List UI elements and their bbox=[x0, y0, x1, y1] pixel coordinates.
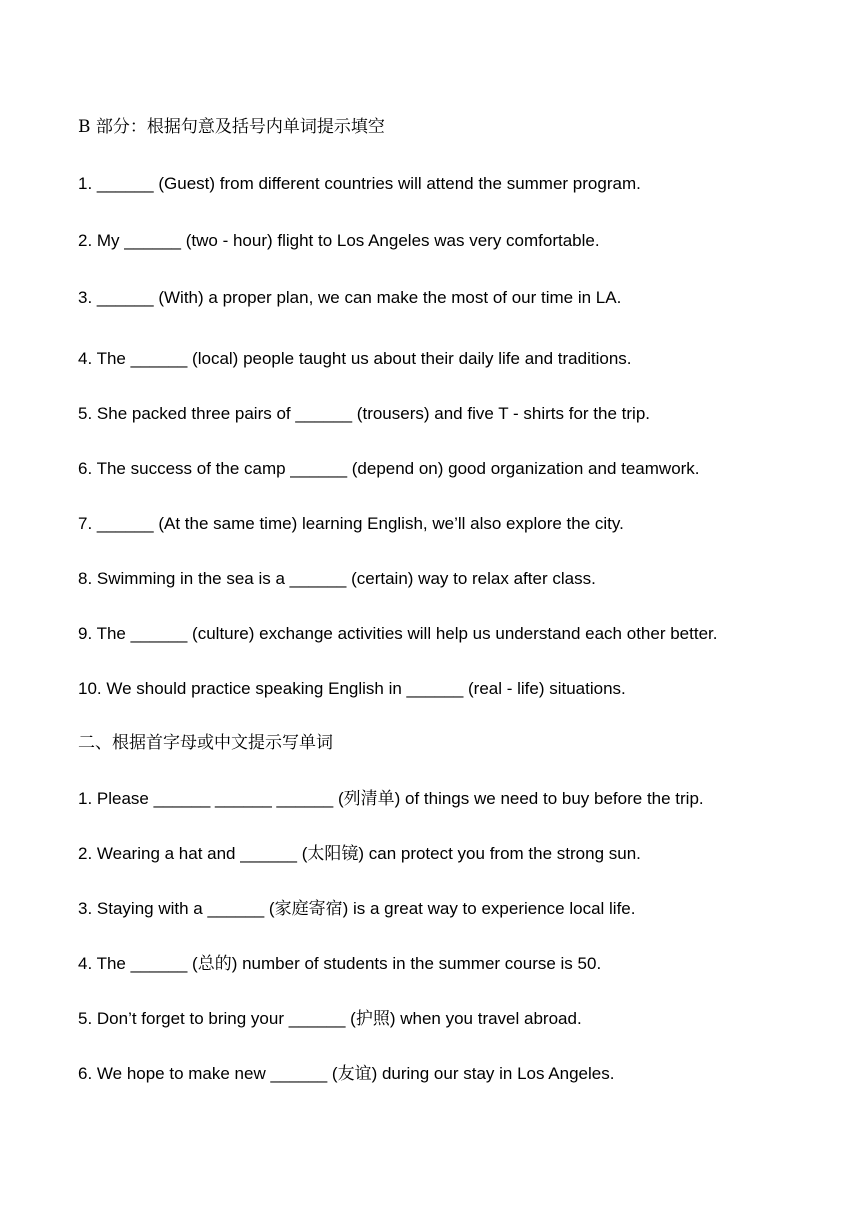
question-2-1: 1. Please ______ ______ ______ (列清单) of things we need to buy before the trip. bbox=[78, 789, 704, 808]
section-b-heading: B 部分：根据句意及括号内单词提示填空 bbox=[78, 117, 385, 137]
question-2-2: 2. Wearing a hat and ______ (太阳镜) can protect you from the strong sun. bbox=[78, 844, 641, 863]
section-2-heading: 二、根据首字母或中文提示写单词 bbox=[78, 733, 333, 753]
question-b-4: 4. The ______ (local) people taught us about their daily life and traditions. bbox=[78, 349, 632, 368]
question-b-2: 2. My ______ (two - hour) flight to Los Angeles was very comfortable. bbox=[78, 231, 600, 250]
question-b-1: 1. ______ (Guest) from different countries will attend the summer program. bbox=[78, 174, 641, 193]
question-b-5: 5. She packed three pairs of ______ (trousers) and five T - shirts for the trip. bbox=[78, 404, 650, 423]
question-2-4: 4. The ______ (总的) number of students in the summer course is 50. bbox=[78, 954, 602, 973]
question-b-6: 6. The success of the camp ______ (depend on) good organization and teamwork. bbox=[78, 459, 700, 478]
question-2-5: 5. Don’t forget to bring your ______ (护照) when you travel abroad. bbox=[78, 1009, 582, 1028]
question-b-8: 8. Swimming in the sea is a ______ (certain) way to relax after class. bbox=[78, 569, 596, 588]
question-2-6: 6. We hope to make new ______ (友谊) during our stay in Los Angeles. bbox=[78, 1064, 615, 1083]
question-b-9: 9. The ______ (culture) exchange activities will help us understand each other better. bbox=[78, 624, 718, 643]
question-2-3: 3. Staying with a ______ (家庭寄宿) is a great way to experience local life. bbox=[78, 899, 636, 918]
question-b-10: 10. We should practice speaking English in ______ (real - life) situations. bbox=[78, 679, 626, 698]
question-b-7: 7. ______ (At the same time) learning English, we’ll also explore the city. bbox=[78, 514, 624, 533]
question-b-3: 3. ______ (With) a proper plan, we can make the most of our time in LA. bbox=[78, 288, 622, 307]
